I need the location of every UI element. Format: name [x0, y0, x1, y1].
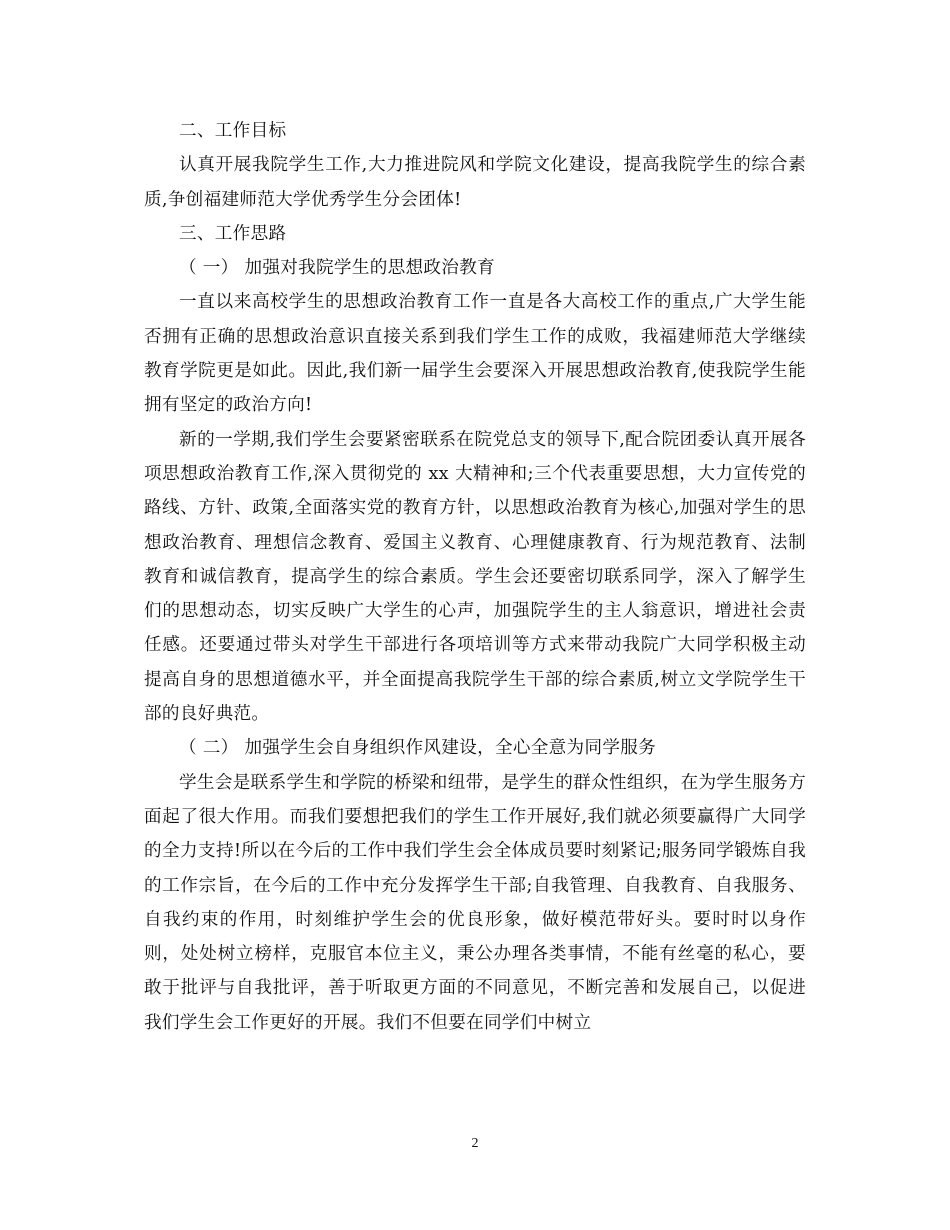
paragraph-organization-building: 学生会是联系学生和学院的桥梁和纽带，是学生的群众性组织，在为学生服务方面起了很大作用。而我们要想把我们的学生工作开展好,我们就必须要赢得广大同学的全力支持!所以在今后的工作中我们学生会全体成员要时刻紧记;服务同学锻炼自我的工作宗旨，在今后的工作中充分发挥学生干部;自我管理、自我教育、自我服务、自我约束的作用，时刻维护学生会的优良形象，做好模范带好头。要时时以身作则，处处树立榜样，克服官本位主义，秉公办理各类事情，不能有丝毫的私心，要敢于批评与自我批评，善于听取更方面的不同意见，不断完善和发展自己，以促进我们学生会工作更好的开展。我们不但要在同学们中树立	[144, 772, 806, 1033]
page-number: 2	[471, 1136, 479, 1151]
paragraph-political-education-intro: 一直以来高校学生的思想政治教育工作一直是各大高校工作的重点,广大学生能否拥有正确的思想政治意识直接关系到我们学生工作的成败，我福建师范大学继续教育学院更是如此。因此,我们新一届学生会要深入开展思想政治教育,使我院学生能拥有坚定的政治方向!	[144, 292, 806, 416]
paragraph-political-education-plan: 新的一学期,我们学生会要紧密联系在院党总支的领导下,配合院团委认真开展各项思想政治教育工作,深入贯彻党的 xx 大精神和;三个代表重要思想，大力宣传党的路线、方针、政策,全面落实党的教育方针，以思想政治教育为核心,加强对学生的思想政治教育、理想信念教育、爱国主义教育、心理健康教育、行为规范教育、法制教育和诚信教育，提高学生的综合素质。学生会还要密切联系同学，深入了解学生们的思想动态，切实反映广大学生的心声，加强院学生的主人翁意识，增进社会责任感。还要通过带头对学生干部进行各项培训等方式来带动我院广大同学积极主动提高自身的思想道德水平，并全面提高我院学生干部的综合素质,树立文学院学生干部的良好典范。	[144, 429, 806, 725]
paragraph-goals: 认真开展我院学生工作,大力推进院风和学院文化建设，提高我院学生的综合素质,争创福建师范大学优秀学生分会团体!	[144, 155, 806, 210]
section-heading-goals: 二、工作目标	[179, 121, 287, 141]
subheading-organization-building: （ 二） 加强学生会自身组织作风建设，全心全意为同学服务	[179, 738, 657, 759]
document-body	[144, 114, 806, 1040]
section-heading-approach: 三、工作思路	[179, 223, 287, 244]
subheading-political-education: （ 一） 加强对我院学生的思想政治教育	[179, 258, 495, 279]
